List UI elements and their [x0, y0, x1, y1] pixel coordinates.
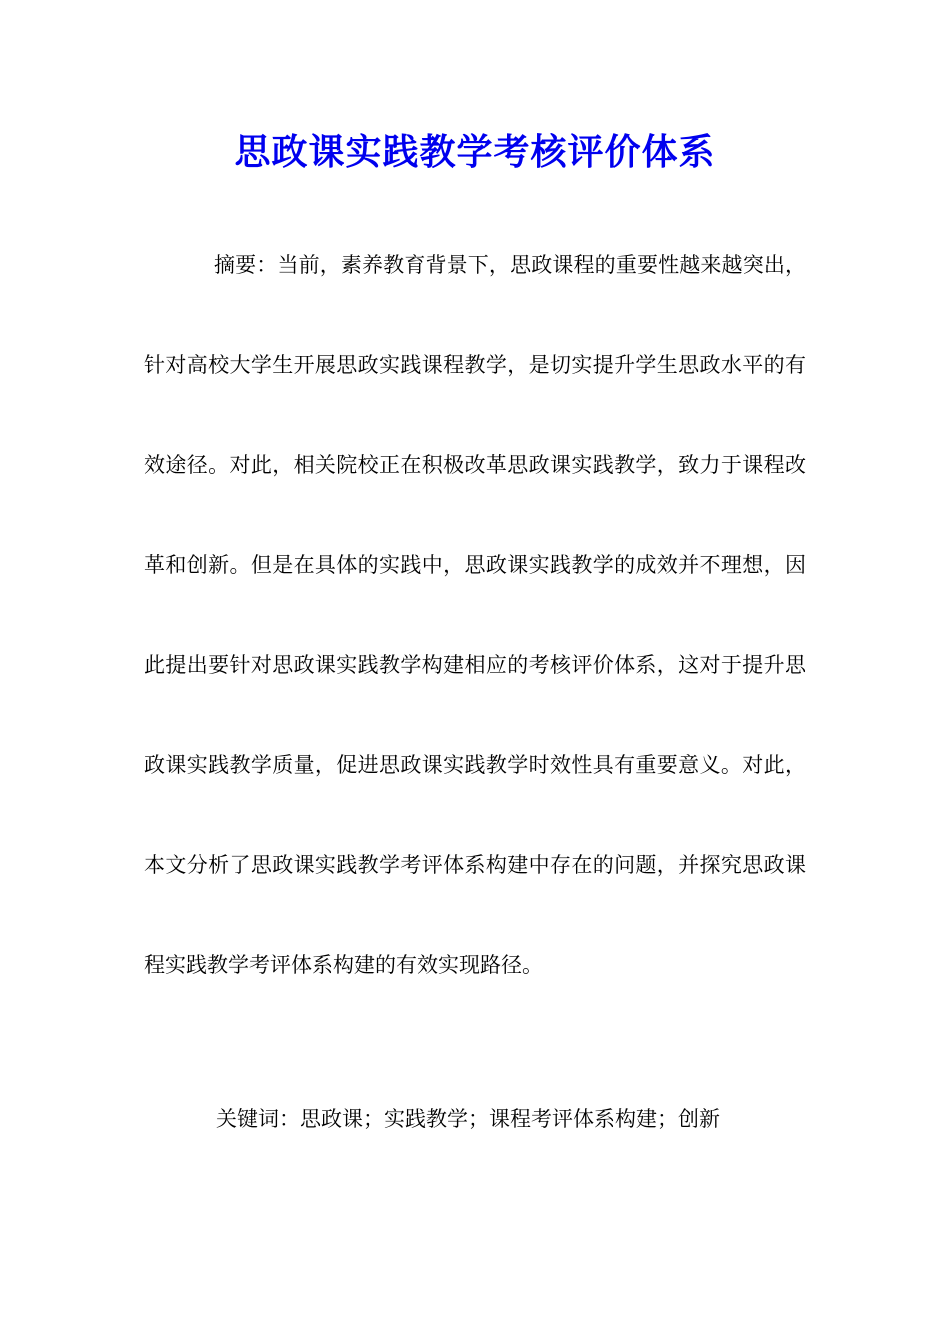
abstract-paragraph: 摘要：当前，素养教育背景下，思政课程的重要性越来越突出，针对高校大学生开展思政实践课程教学，是切实提升学生思政水平的有效途径。对此，相关院校正在积极改革思政课实践教学，致力于课程改革和创新。但是在具体的实践中，思政课实践教学的成效并不理想，因此提出要针对思政课实践教学构建相应的考核评价体系，这对于提升思政课实践教学质量，促进思政课实践教学时效性具有重要意义。对此，本文分析了思政课实践教学考评体系构建中存在的问题，并探究思政课程实践教学考评体系构建的有效实现路径。: [144, 253, 806, 977]
keywords-line: 关键词：思政课；实践教学；课程考评体系构建；创新: [216, 1107, 720, 1131]
document-title: 思政课实践教学考核评价体系: [234, 131, 716, 173]
